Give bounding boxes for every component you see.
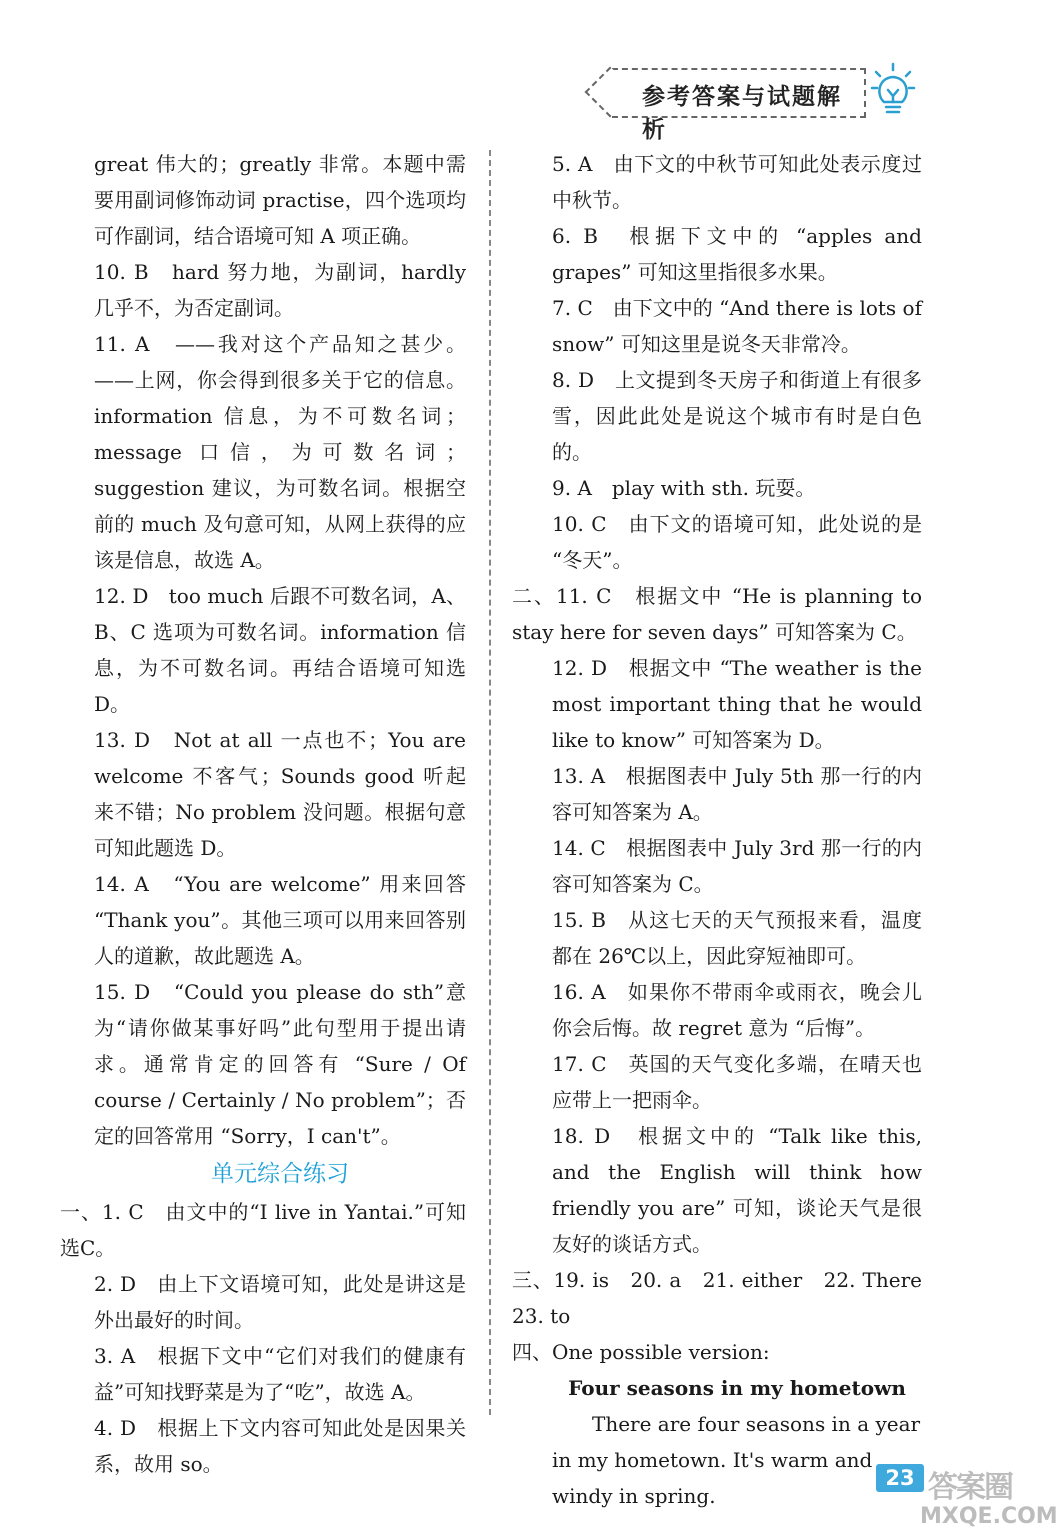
answer-item: 7. C 由下文中的 “And there is lots of snow” 可知这里是说冬天非常冷。 xyxy=(552,296,922,356)
answer-item: 一、1. C 由文中的“I live in Yantai.”可知选C。 xyxy=(60,1200,466,1260)
answer-item: 15. D “Could you please do sth”意为“请你做某事好吗”此句型用于提出请求。通常肯定的回答有 “Sure / Of course / Certainly / No problem”；否定的回答常用 “Sorry，I can't”。 xyxy=(94,980,466,1148)
answer-item: great 伟大的；greatly 非常。本题中需要用副词修饰动词 practise，四个选项均可作副词，结合语境可知 A 项正确。 xyxy=(94,152,466,248)
watermark-line2: MXQE.COM xyxy=(920,1504,1058,1529)
watermark xyxy=(920,1462,1058,1532)
answer-item: 5. A 由下文的中秋节可知此处表示度过中秋节。 xyxy=(552,152,922,212)
right-column xyxy=(512,146,942,1514)
page-number: 23 xyxy=(876,1464,924,1492)
watermark-line1: 答案圈 xyxy=(928,1470,1012,1505)
section-title: 单元综合练习 xyxy=(211,1161,349,1187)
answer-item: 14. C 根据图表中 July 3rd 那一行的内容可知答案为 C。 xyxy=(552,836,922,896)
essay-intro: 四、One possible version: xyxy=(512,1340,770,1364)
answer-item: 8. D 上文提到冬天房子和街道上有很多雪，因此此处是说这个城市有时是白色的。 xyxy=(552,368,922,464)
answer-item: 17. C 英国的天气变化多端，在晴天也应带上一把雨伞。 xyxy=(552,1052,922,1112)
answer-item: 3. A 根据下文中“它们对我们的健康有益”可知找野菜是为了“吃”，故选 A。 xyxy=(94,1344,466,1404)
answer-item: 10. C 由下文的语境可知，此处说的是 “冬天”。 xyxy=(552,512,922,572)
lightbulb-icon xyxy=(870,62,916,118)
essay-text: There are four seasons in a year in my hometown. It's warm and windy in spring. xyxy=(552,1412,921,1508)
answer-item: 16. A 如果你不带雨伞或雨衣，晚会儿你会后悔。故 regret 意为 “后悔”。 xyxy=(552,980,922,1040)
answer-item: 6. B 根据下文中的 “apples and grapes” 可知这里指很多水果。 xyxy=(552,224,922,284)
answer-item: 18. D 根据文中的 “Talk like this, and the English will think how friendly you are” 可知，谈论天气是很友好的谈话方式。 xyxy=(552,1124,922,1256)
answer-item: 9. A play with sth. 玩耍。 xyxy=(552,476,816,500)
answer-item: 10. B hard 努力地，为副词，hardly 几乎不，为否定副词。 xyxy=(94,260,466,320)
answer-item: 13. A 根据图表中 July 5th 那一行的内容可知答案为 A。 xyxy=(552,764,922,824)
answers-line: 三、19. is 20. a 21. either 22. There 23. to xyxy=(512,1268,942,1328)
answer-item: 14. A “You are welcome” 用来回答 “Thank you”。其他三项可以用来回答别人的道歉，故此题选 A。 xyxy=(94,872,466,968)
header-title: 参考答案与试题解析 xyxy=(642,84,842,143)
answer-item: 12. D too much 后跟不可数名词，A、B、C 选项为可数名词。information 信息，为不可数名词。再结合语境可知选 D。 xyxy=(94,584,466,716)
answer-item: 12. D 根据文中 “The weather is the most important thing that he would like to know” 可知答案为 D。 xyxy=(552,656,922,752)
answer-item: 15. B 从这七天的天气预报来看，温度都在 26℃以上，因此穿短袖即可。 xyxy=(552,908,922,968)
left-column xyxy=(60,146,466,1482)
answer-item: 2. D 由上下文语境可知，此处是讲这是外出最好的时间。 xyxy=(94,1272,466,1332)
essay-title: Four seasons in my hometown xyxy=(568,1376,906,1400)
column-divider xyxy=(489,150,491,1415)
answer-item: 4. D 根据上下文内容可知此处是因果关系，故用 so。 xyxy=(94,1416,466,1476)
page-header xyxy=(612,68,866,143)
answer-item: 二、11. C 根据文中 “He is planning to stay here for seven days” 可知答案为 C。 xyxy=(512,584,922,644)
header-arrow-shape xyxy=(585,67,636,118)
answer-item: 11. A ——我对这个产品知之甚少。——上网，你会得到很多关于它的信息。information 信息，为不可数名词；message 口信，为可数名词；suggestion 建议，为可数名词。根据空前的 much 及句意可知，从网上获得的应该是信息，故选 A。 xyxy=(94,332,466,572)
answer-item: 13. D Not at all 一点也不；You are welcome 不客气；Sounds good 听起来不错；No problem 没问题。根据句意可知此题选 D。 xyxy=(94,728,466,860)
